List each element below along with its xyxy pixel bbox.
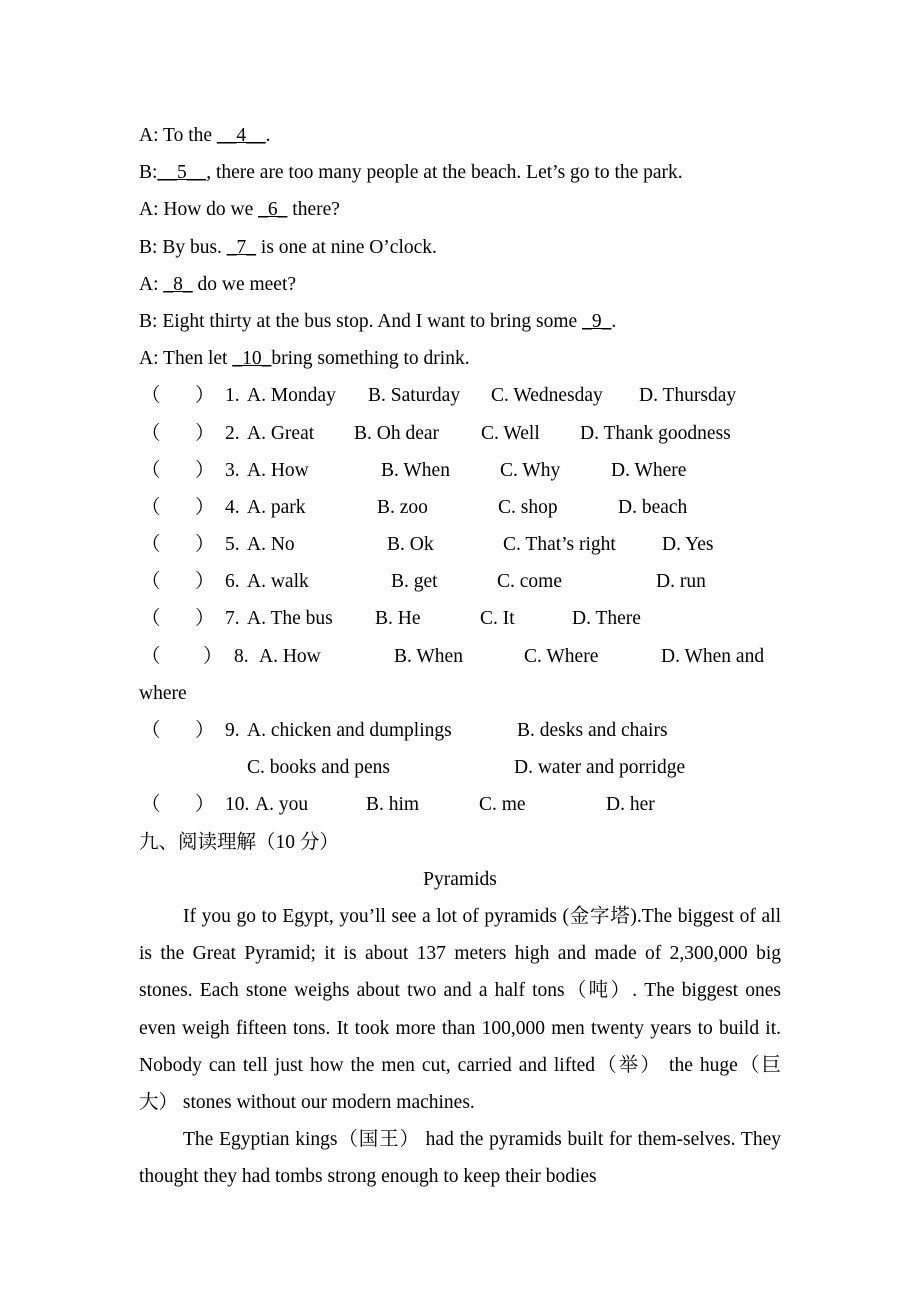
option-a[interactable]: A. you xyxy=(255,794,309,816)
option-b[interactable]: B. Ok xyxy=(387,534,434,556)
document-page xyxy=(139,117,781,1196)
option-b[interactable]: B. He xyxy=(375,608,421,630)
option-d[interactable]: D. Thursday xyxy=(639,385,737,407)
question-row-continued xyxy=(139,749,781,786)
question-row: （ ） 1. A. Monday B. Saturday C. Wednesday D. Thursday xyxy=(139,377,781,414)
option-d[interactable]: D. Thank goodness xyxy=(580,422,731,444)
blank[interactable]: _9_ xyxy=(582,310,612,332)
option-a[interactable]: A. How xyxy=(259,645,321,667)
option-c[interactable]: C. me xyxy=(479,794,526,816)
option-b[interactable]: B. get xyxy=(391,571,438,593)
question-row: （ ） 3. A. How B. When C. Why D. Where xyxy=(139,452,781,489)
option-b[interactable]: B. When xyxy=(381,459,450,481)
option-b[interactable]: B. desks and chairs xyxy=(517,720,668,741)
passage-paragraph: If you go to Egypt, you’ll see a lot of pyramids (金字塔).The biggest of all is the Great Pyramid; it is about 137 meters high and made of 2,300,000 big stones. Each stone weighs about two and a half tons（吨）. The biggest ones even weigh fifteen tons. It took more than 100,000 men twenty years to build it. Nobody can tell just how the men cut, carried and lifted（举） the huge（巨大） stones without our modern machines. xyxy=(139,905,781,1113)
option-b[interactable]: B. Saturday xyxy=(368,385,461,407)
question-row: （ ） 5. A. No B. Ok C. That’s right D. Yes xyxy=(139,526,781,563)
option-d[interactable]: D. There xyxy=(572,608,641,630)
option-a[interactable]: A. Monday xyxy=(247,385,336,407)
option-d[interactable]: D. run xyxy=(656,571,706,593)
option-c[interactable]: C. shop xyxy=(498,496,558,518)
option-d[interactable]: D. water and porridge xyxy=(514,757,686,779)
question-row: （ ） 6. A. walk B. get C. come D. run xyxy=(139,563,781,600)
option-c[interactable]: C. It xyxy=(480,608,515,630)
option-c[interactable]: C. That’s right xyxy=(503,534,616,556)
question-row: （ ） 10. A. you B. him C. me D. her xyxy=(139,786,781,823)
question-row: （ ） 9. A. chicken and dumplings B. desks and chairs xyxy=(139,712,781,749)
option-a[interactable]: A. No xyxy=(247,534,295,556)
option-c[interactable]: C. books and pens xyxy=(247,757,390,779)
passage-title: Pyramids xyxy=(423,868,497,890)
option-b[interactable]: B. When xyxy=(394,645,463,667)
option-b[interactable]: B. zoo xyxy=(377,496,428,518)
section-heading: 九、阅读理解（10 分） xyxy=(139,831,339,853)
blank[interactable]: _7_ xyxy=(226,236,257,258)
dialogue-line: A: _8_ do we meet? xyxy=(139,273,297,295)
option-d[interactable]: D. beach xyxy=(618,496,688,518)
blank[interactable]: __5__ xyxy=(157,162,207,184)
question-row: （ ） 2. A. Great B. Oh dear C. Well D. Thank goodness xyxy=(139,415,781,452)
option-d[interactable]: D. Where xyxy=(611,459,687,481)
dialogue-line: A: Then let _10_bring something to drink. xyxy=(139,348,470,370)
option-a[interactable]: A. Great xyxy=(247,422,315,444)
question-row: （ ） 4. A. park B. zoo C. shop D. beach xyxy=(139,489,781,526)
option-c[interactable]: C. Well xyxy=(481,422,540,444)
dialogue-line: B: Eight thirty at the bus stop. And I want to bring some _9_. xyxy=(139,310,617,332)
option-b[interactable]: B. him xyxy=(366,794,420,816)
option-c[interactable]: C. Wednesday xyxy=(491,385,603,407)
option-a[interactable]: A. chicken and dumplings xyxy=(247,720,452,741)
question-row: （ ） 8. A. How B. When C. Where D. When and xyxy=(139,638,781,675)
option-d[interactable]: D. When and xyxy=(661,645,765,667)
option-a[interactable]: A. How xyxy=(247,459,309,481)
option-a[interactable]: A. park xyxy=(247,496,306,518)
dialogue-line: A: How do we _6_ there? xyxy=(139,199,340,221)
option-d[interactable]: D. Yes xyxy=(662,534,714,556)
option-c[interactable]: C. come xyxy=(497,571,562,593)
blank[interactable]: __4__ xyxy=(216,125,266,146)
dialogue-line: A: To the __4__. xyxy=(139,125,271,146)
option-d[interactable]: D. her xyxy=(606,794,655,816)
blank[interactable]: _8_ xyxy=(163,273,193,295)
question-row: （ ） 7. A. The bus B. He C. It D. There xyxy=(139,600,781,637)
option-a[interactable]: A. walk xyxy=(247,571,309,593)
question-wrap-text: where xyxy=(139,682,187,704)
option-a[interactable]: A. The bus xyxy=(247,608,333,630)
blank[interactable]: _10_ xyxy=(232,348,272,370)
blank[interactable]: _6_ xyxy=(258,199,288,221)
dialogue-line: B:__5__, there are too many people at the beach. Let’s go to the park. xyxy=(139,162,683,184)
option-c[interactable]: C. Why xyxy=(500,459,561,481)
passage-paragraph: The Egyptian kings（国王） had the pyramids built for them-selves. They thought they had tombs strong enough to keep their bodies xyxy=(139,1129,781,1188)
option-c[interactable]: C. Where xyxy=(524,645,599,667)
dialogue-line: B: By bus. _7_ is one at nine O’clock. xyxy=(139,236,437,258)
option-b[interactable]: B. Oh dear xyxy=(354,422,440,444)
